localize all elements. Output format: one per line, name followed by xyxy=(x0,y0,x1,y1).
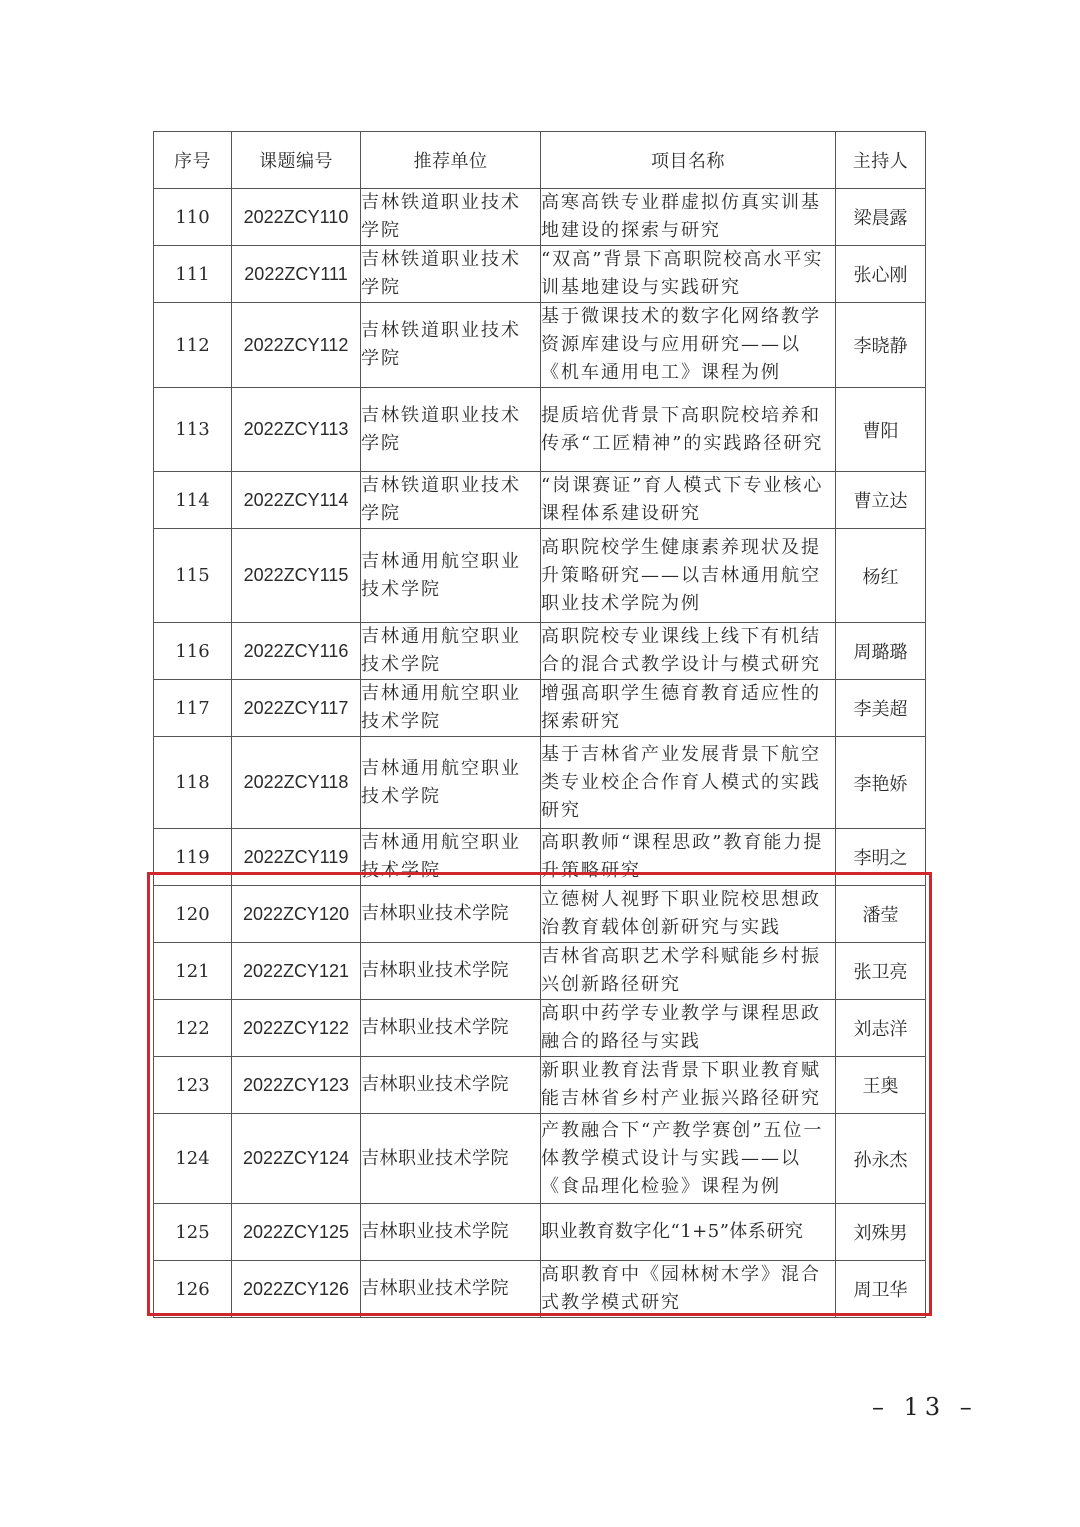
cell-host: 周璐璐 xyxy=(836,623,926,680)
table-row xyxy=(154,737,926,829)
cell-code: 2022ZCY124 xyxy=(232,1114,361,1204)
cell-unit: 吉林职业技术学院 xyxy=(361,1114,541,1204)
cell-host: 张心刚 xyxy=(836,246,926,303)
cell-unit: 吉林通用航空职业技术学院 xyxy=(361,737,541,829)
cell-no: 125 xyxy=(154,1204,232,1261)
cell-no: 112 xyxy=(154,303,232,388)
cell-host: 王奥 xyxy=(836,1057,926,1114)
cell-name: 产教融合下“产教学赛创”五位一体教学模式设计与实践——以《食品理化检验》课程为例 xyxy=(541,1114,836,1204)
cell-name: 基于吉林省产业发展背景下航空类专业校企合作育人模式的实践研究 xyxy=(541,737,836,829)
header-code: 课题编号 xyxy=(232,132,361,189)
cell-no: 114 xyxy=(154,472,232,529)
cell-no: 115 xyxy=(154,529,232,623)
cell-host: 梁晨露 xyxy=(836,189,926,246)
header-host: 主持人 xyxy=(836,132,926,189)
cell-host: 周卫华 xyxy=(836,1261,926,1318)
cell-host: 李艳娇 xyxy=(836,737,926,829)
cell-unit: 吉林职业技术学院 xyxy=(361,1000,541,1057)
cell-no: 110 xyxy=(154,189,232,246)
cell-name: 高职中药学专业教学与课程思政融合的路径与实践 xyxy=(541,1000,836,1057)
cell-host: 孙永杰 xyxy=(836,1114,926,1204)
cell-code: 2022ZCY110 xyxy=(232,189,361,246)
cell-unit: 吉林通用航空职业技术学院 xyxy=(361,829,541,886)
cell-unit: 吉林通用航空职业技术学院 xyxy=(361,623,541,680)
cell-name: 立德树人视野下职业院校思想政治教育载体创新研究与实践 xyxy=(541,886,836,943)
cell-no: 118 xyxy=(154,737,232,829)
table-row-highlighted xyxy=(154,1114,926,1204)
cell-no: 116 xyxy=(154,623,232,680)
cell-name: 高职教育中《园林树木学》混合式教学模式研究 xyxy=(541,1261,836,1318)
cell-name: 高职院校专业课线上线下有机结合的混合式教学设计与模式研究 xyxy=(541,623,836,680)
cell-code: 2022ZCY122 xyxy=(232,1000,361,1057)
table-row-highlighted xyxy=(154,1057,926,1114)
cell-unit: 吉林职业技术学院 xyxy=(361,1204,541,1261)
cell-no: 126 xyxy=(154,1261,232,1318)
cell-code: 2022ZCY123 xyxy=(232,1057,361,1114)
cell-no: 122 xyxy=(154,1000,232,1057)
cell-host: 张卫亮 xyxy=(836,943,926,1000)
cell-no: 119 xyxy=(154,829,232,886)
cell-name: 基于微课技术的数字化网络教学资源库建设与应用研究——以《机车通用电工》课程为例 xyxy=(541,303,836,388)
table-row-highlighted xyxy=(154,1204,926,1261)
cell-name: 职业教育数字化“1+5”体系研究 xyxy=(541,1204,836,1261)
table-row xyxy=(154,529,926,623)
cell-unit: 吉林通用航空职业技术学院 xyxy=(361,529,541,623)
cell-code: 2022ZCY126 xyxy=(232,1261,361,1318)
cell-unit: 吉林职业技术学院 xyxy=(361,1057,541,1114)
cell-code: 2022ZCY111 xyxy=(232,246,361,303)
cell-code: 2022ZCY113 xyxy=(232,388,361,472)
page-number: – 13 – xyxy=(872,1393,978,1421)
cell-no: 121 xyxy=(154,943,232,1000)
cell-unit: 吉林铁道职业技术学院 xyxy=(361,388,541,472)
header-name: 项目名称 xyxy=(541,132,836,189)
cell-unit: 吉林铁道职业技术学院 xyxy=(361,303,541,388)
table-header-row xyxy=(154,132,926,189)
cell-no: 117 xyxy=(154,680,232,737)
cell-name: 高职教师“课程思政”教育能力提升策略研究 xyxy=(541,829,836,886)
cell-unit: 吉林职业技术学院 xyxy=(361,1261,541,1318)
header-unit: 推荐单位 xyxy=(361,132,541,189)
cell-name: 提质培优背景下高职院校培养和传承“工匠精神”的实践路径研究 xyxy=(541,388,836,472)
cell-host: 杨红 xyxy=(836,529,926,623)
cell-no: 124 xyxy=(154,1114,232,1204)
table-row xyxy=(154,303,926,388)
table-row-highlighted xyxy=(154,943,926,1000)
table-row xyxy=(154,623,926,680)
cell-code: 2022ZCY116 xyxy=(232,623,361,680)
cell-name: 新职业教育法背景下职业教育赋能吉林省乡村产业振兴路径研究 xyxy=(541,1057,836,1114)
header-no: 序号 xyxy=(154,132,232,189)
table-row-highlighted xyxy=(154,1000,926,1057)
cell-unit: 吉林通用航空职业技术学院 xyxy=(361,680,541,737)
cell-code: 2022ZCY120 xyxy=(232,886,361,943)
cell-code: 2022ZCY125 xyxy=(232,1204,361,1261)
cell-host: 李明之 xyxy=(836,829,926,886)
cell-no: 123 xyxy=(154,1057,232,1114)
cell-code: 2022ZCY118 xyxy=(232,737,361,829)
cell-name: 增强高职学生德育教育适应性的探索研究 xyxy=(541,680,836,737)
cell-name: 高职院校学生健康素养现状及提升策略研究——以吉林通用航空职业技术学院为例 xyxy=(541,529,836,623)
cell-code: 2022ZCY112 xyxy=(232,303,361,388)
cell-host: 刘殊男 xyxy=(836,1204,926,1261)
cell-unit: 吉林职业技术学院 xyxy=(361,943,541,1000)
cell-name: “岗课赛证”育人模式下专业核心课程体系建设研究 xyxy=(541,472,836,529)
cell-code: 2022ZCY114 xyxy=(232,472,361,529)
cell-code: 2022ZCY119 xyxy=(232,829,361,886)
table-row xyxy=(154,472,926,529)
table-row xyxy=(154,246,926,303)
cell-no: 111 xyxy=(154,246,232,303)
table-row-highlighted xyxy=(154,1261,926,1318)
cell-host: 曹阳 xyxy=(836,388,926,472)
cell-code: 2022ZCY117 xyxy=(232,680,361,737)
cell-host: 刘志洋 xyxy=(836,1000,926,1057)
cell-unit: 吉林铁道职业技术学院 xyxy=(361,189,541,246)
cell-name: “双高”背景下高职院校高水平实训基地建设与实践研究 xyxy=(541,246,836,303)
cell-unit: 吉林铁道职业技术学院 xyxy=(361,472,541,529)
table-row xyxy=(154,189,926,246)
table-row-highlighted xyxy=(154,886,926,943)
cell-host: 李晓静 xyxy=(836,303,926,388)
cell-name: 吉林省高职艺术学科赋能乡村振兴创新路径研究 xyxy=(541,943,836,1000)
project-list-table xyxy=(153,131,926,1318)
cell-host: 李美超 xyxy=(836,680,926,737)
table-row xyxy=(154,680,926,737)
cell-host: 潘莹 xyxy=(836,886,926,943)
cell-name: 高寒高铁专业群虚拟仿真实训基地建设的探索与研究 xyxy=(541,189,836,246)
cell-host: 曹立达 xyxy=(836,472,926,529)
table-row xyxy=(154,388,926,472)
cell-no: 120 xyxy=(154,886,232,943)
cell-unit: 吉林职业技术学院 xyxy=(361,886,541,943)
cell-unit: 吉林铁道职业技术学院 xyxy=(361,246,541,303)
cell-code: 2022ZCY115 xyxy=(232,529,361,623)
cell-code: 2022ZCY121 xyxy=(232,943,361,1000)
table-row xyxy=(154,829,926,886)
cell-no: 113 xyxy=(154,388,232,472)
